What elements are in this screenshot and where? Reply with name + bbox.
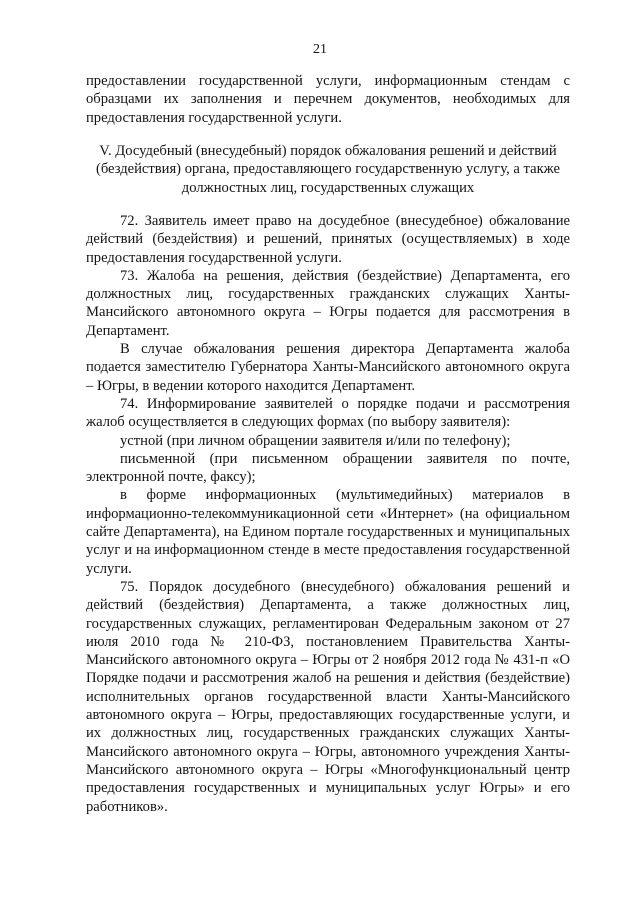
paragraph-74-oral: устной (при личном обращении заявителя и/или по телефону);: [120, 432, 511, 449]
intro-block: [86, 72, 570, 127]
paragraph-74-multimedia: в форме информационных (мультимедийных) материалов в информационно-телекоммуникационной сети «Интернет» (на официальном сайте Департамента), на Едином портале государственных и муниципальных услуг и на информационном стенде в месте предоставления государственной услуги.: [86, 487, 570, 577]
section-content: [86, 212, 570, 816]
paragraph-73-appeal-director: В случае обжалования решения директора Департамента жалоба подается заместителю Губернатора Ханты-Мансийского автономного округа – Югры, в ведении которого находится Департамент.: [86, 341, 570, 394]
section-heading: V. Досудебный (внесудебный) порядок обжалования решений и действий (бездействия) органа, предоставляющего государственную услугу, а также должностных лиц, государственных служащих: [95, 143, 561, 196]
paragraph-72: 72. Заявитель имеет право на досудебное (внесудебное) обжалование действий (бездействия) и решений, принятых (осуществляемых) в ходе предоставления государственной услуги.: [86, 213, 570, 266]
section-heading-block: [86, 142, 570, 197]
paragraph-75: 75. Порядок досудебного (внесудебного) обжалования решений и действий (бездействия) Департамента, а также должностных лиц, государственных служащих, регламентирован Федеральным законом от 27 июля 2010 года № 210-ФЗ, постановлением Правительства Ханты-Мансийского автономного округа – Югры от 2 ноября 2012 года № 431-п «О Порядке подачи и рассмотрения жалоб на решения и действия (бездействие) исполнительных органов государственной власти Ханты-Мансийского автономного округа – Югры, предоставляющих государственные услуги, и их должностных лиц, государственных гражданских служащих Ханты-Мансийского автономного округа – Югры, автономного учреждения Ханты-Мансийского автономного округа – Югры «Многофункциональный центр предоставления государственных и муниципальных услуг Югры» и его работников».: [86, 578, 570, 815]
intro-paragraph: предоставлении государственной услуги, информационным стендам с образцами их заполнения и перечнем документов, необходимых для предоставления государственной услуги.: [86, 73, 570, 126]
paragraph-74: 74. Информирование заявителей о порядке подачи и рассмотрения жалоб осуществляется в следующих формах (по выбору заявителя):: [86, 395, 570, 431]
paragraph-73: 73. Жалоба на решения, действия (бездействие) Департамента, его должностных лиц, государственных гражданских служащих Ханты-Мансийского автономного округа – Югры подается для рассмотрения в Департамент.: [86, 267, 570, 339]
paragraph-74-written: письменной (при письменном обращении заявителя по почте, электронной почте, факсу);: [86, 450, 570, 486]
page-number: 21: [313, 42, 327, 57]
